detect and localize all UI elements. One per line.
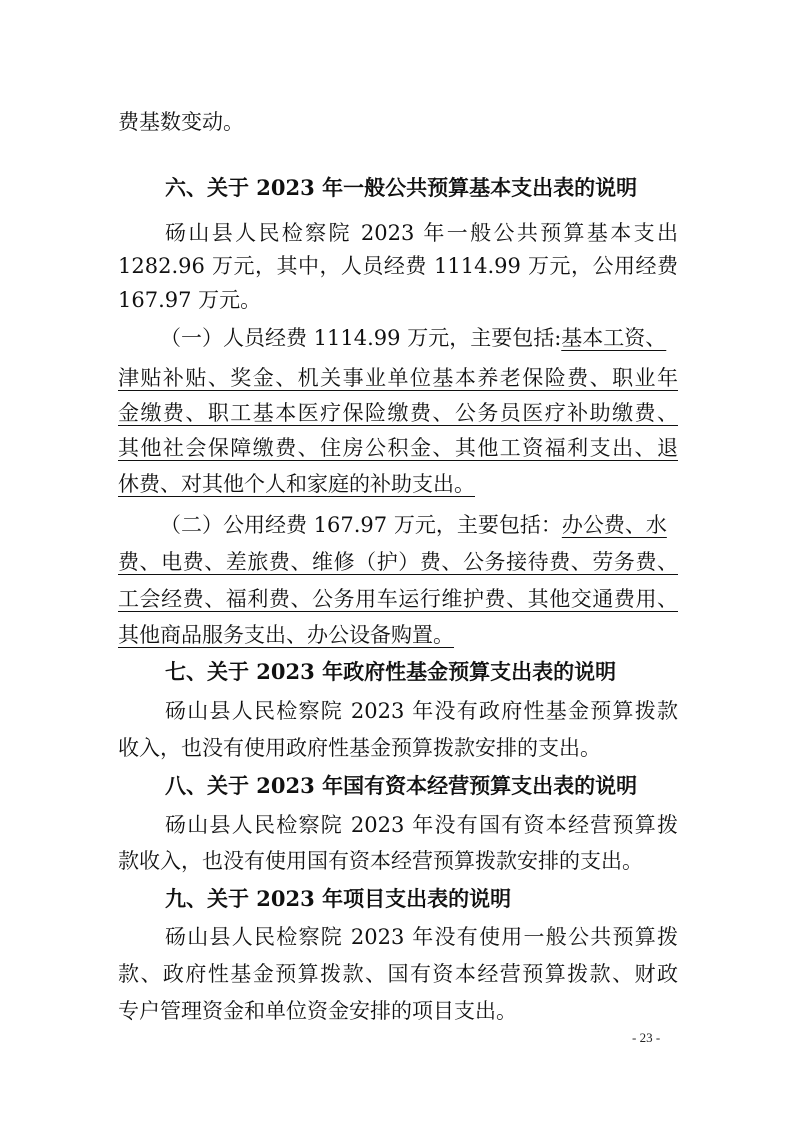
paragraph-line	[118, 107, 678, 137]
text-span: 167.97 万元。	[118, 288, 262, 312]
underlined-text: 基本工资、	[561, 326, 667, 350]
page-number: - 23 -	[632, 1030, 661, 1045]
underlined-line	[118, 547, 678, 577]
text-span: 其他社会保障缴费、住房公积金、其他工资福利支出、退	[118, 436, 678, 460]
underlined-line	[118, 469, 678, 499]
paragraph-line	[165, 922, 678, 952]
paragraph-line	[165, 218, 678, 248]
text-span: 费、电费、差旅费、维修（护）费、公务接待费、劳务费、	[118, 550, 678, 574]
paragraph-line	[118, 996, 678, 1026]
paragraph-line	[118, 733, 678, 763]
underlined-line	[118, 584, 678, 614]
underlined-line	[118, 363, 678, 393]
text-span: 款收入，也没有使用国有资本经营预算拨款安排的支出。	[118, 849, 643, 873]
paragraph-line	[160, 510, 678, 540]
underlined-line	[118, 398, 678, 428]
text-span: 款、政府性基金预算拨款、国有资本经营预算拨款、财政	[118, 962, 678, 986]
text-span: 工会经费、福利费、公务用车运行维护费、其他交通费用、	[118, 587, 678, 611]
heading-text: 六、关于 2023 年一般公共预算基本支出表的说明	[165, 175, 638, 200]
text-span: 津贴补贴、奖金、机关事业单位基本养老保险费、职业年	[118, 366, 678, 390]
text-span: 砀山县人民检察院 2023 年没有政府性基金预算拨款	[165, 699, 678, 723]
section-heading-8	[165, 771, 678, 801]
text-span: 砀山县人民检察院 2023 年没有国有资本经营预算拨	[165, 813, 678, 837]
text-span: 砀山县人民检察院 2023 年一般公共预算基本支出	[165, 221, 678, 245]
underlined-line	[118, 620, 678, 650]
heading-text: 八、关于 2023 年国有资本经营预算支出表的说明	[165, 773, 638, 798]
paragraph-line	[118, 846, 678, 876]
text-span: 金缴费、职工基本医疗保险缴费、公务员医疗补助缴费、	[118, 401, 678, 425]
underlined-text: 办公费、水	[561, 513, 667, 537]
text-span: 1282.96 万元，其中，人员经费 1114.99 万元，公用经费	[118, 254, 678, 278]
paragraph-line	[118, 285, 678, 315]
text-span: （一）人员经费 1114.99 万元，主要包括:	[160, 326, 562, 350]
paragraph-line	[160, 323, 678, 353]
section-heading-7	[165, 657, 678, 687]
paragraph-line	[118, 959, 678, 989]
section-heading-6	[165, 173, 678, 203]
text-span: 收入，也没有使用政府性基金预算拨款安排的支出。	[118, 736, 601, 760]
text-span: 费基数变动。	[118, 110, 244, 134]
heading-text: 七、关于 2023 年政府性基金预算支出表的说明	[165, 659, 617, 684]
paragraph-line	[118, 251, 678, 281]
section-heading-9	[165, 884, 678, 914]
text-span: （二）公用经费 167.97 万元，主要包括：	[160, 513, 562, 537]
text-span: 专户管理资金和单位资金安排的项目支出。	[118, 999, 517, 1023]
text-span: 砀山县人民检察院 2023 年没有使用一般公共预算拨	[165, 925, 678, 949]
heading-text: 九、关于 2023 年项目支出表的说明	[165, 886, 512, 911]
underlined-text: 休费、对其他个人和家庭的补助支出。	[118, 472, 475, 496]
paragraph-line	[165, 696, 678, 726]
paragraph-line	[165, 810, 678, 840]
underlined-line	[118, 433, 678, 463]
underlined-text: 其他商品服务支出、办公设备购置。	[118, 623, 454, 647]
